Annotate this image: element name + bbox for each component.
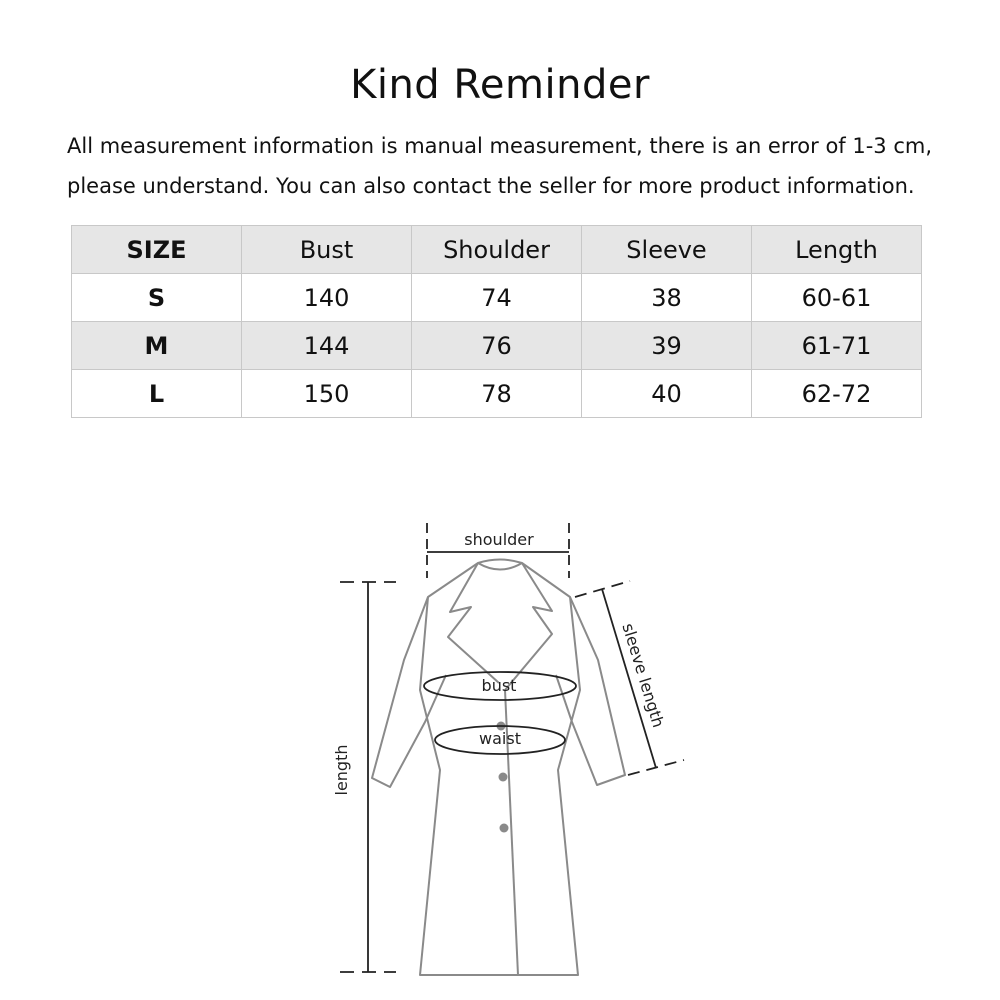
cell-size: S [72,274,242,322]
size-chart-table [71,225,922,418]
cell-length: 60-61 [752,274,922,322]
cell-shoulder: 78 [412,370,582,418]
table-row [72,274,922,322]
coat-outline [372,560,625,976]
table-header-row [72,226,922,274]
cell-sleeve: 38 [582,274,752,322]
cell-sleeve: 39 [582,322,752,370]
bust-label: bust [481,676,517,695]
cell-sleeve: 40 [582,370,752,418]
cell-shoulder: 76 [412,322,582,370]
cell-bust: 150 [242,370,412,418]
note-line-2: please understand. You can also contact the seller for more product information. [67,174,915,198]
cell-size: M [72,322,242,370]
table-row [72,370,922,418]
table-row [72,322,922,370]
header-shoulder: Shoulder [412,226,582,274]
coat-measurement-diagram [0,500,1000,1000]
cell-shoulder: 74 [412,274,582,322]
header-size: SIZE [72,226,242,274]
measurement-note [67,126,957,206]
sleeve-length-label: sleeve length [618,621,669,730]
header-sleeve: Sleeve [582,226,752,274]
cell-length: 61-71 [752,322,922,370]
waist-label: waist [479,729,521,748]
header-bust: Bust [242,226,412,274]
cell-length: 62-72 [752,370,922,418]
length-label: length [332,744,351,796]
cell-size: L [72,370,242,418]
cell-bust: 144 [242,322,412,370]
cell-bust: 140 [242,274,412,322]
header-length: Length [752,226,922,274]
page-title: Kind Reminder [350,62,650,108]
shoulder-label: shoulder [464,530,534,549]
note-line-1: All measurement information is manual measurement, there is an error of 1-3 cm, [67,134,933,158]
